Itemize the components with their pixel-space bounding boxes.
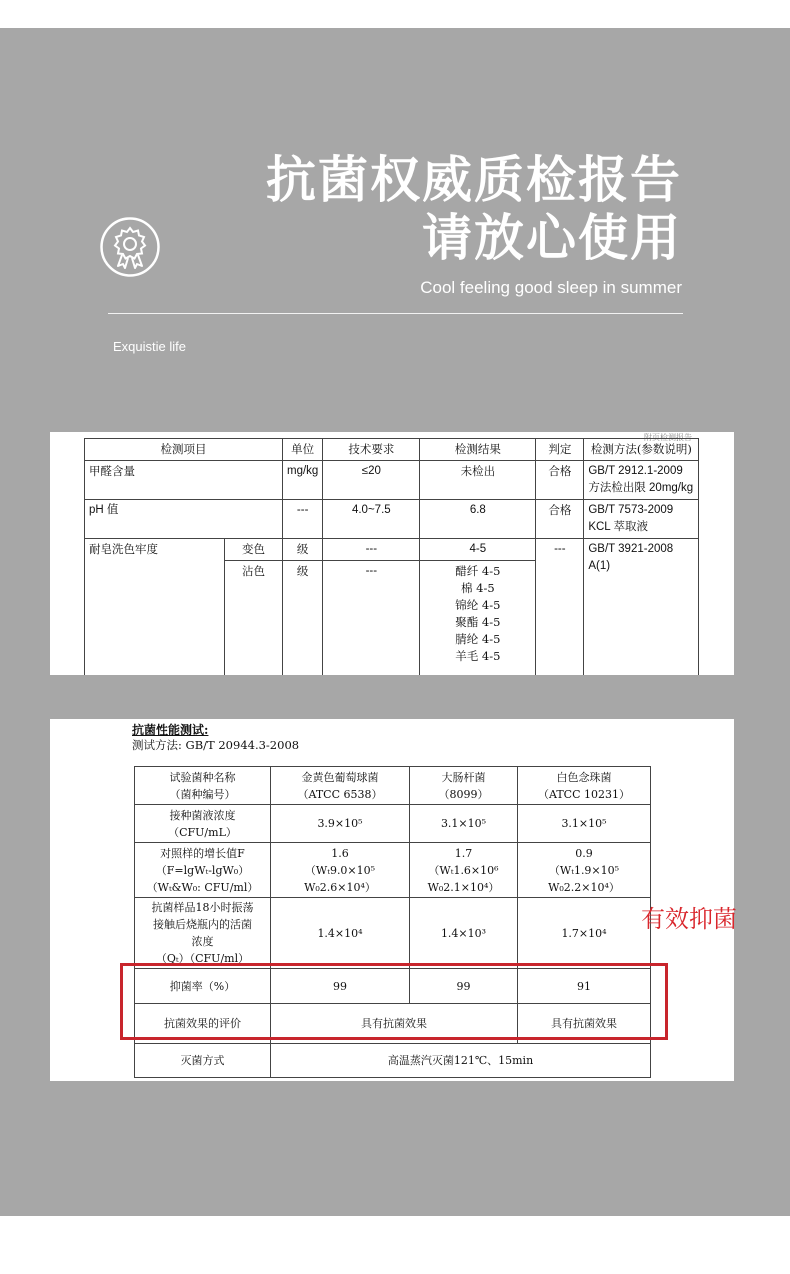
row-unit: 级 — [283, 561, 323, 676]
rate-cell: 99 — [271, 969, 410, 1004]
row-method — [584, 461, 699, 500]
table-row — [135, 767, 651, 805]
row-requirement: ≤20 — [323, 461, 420, 500]
strain-name: 大肠杆菌 — [441, 770, 486, 784]
row-verdict: --- — [536, 539, 584, 676]
test-report-sheet-1 — [50, 432, 734, 675]
highlight-label: 有效抑菌 — [641, 905, 737, 933]
header-method: 检测方法(参数说明) — [584, 439, 699, 461]
label-line: 接触后烧瓶内的活菌 — [153, 918, 252, 931]
antibacterial-heading: 抗菌性能测试: — [132, 723, 209, 737]
table-header-row — [85, 439, 699, 461]
strain-cell — [518, 767, 651, 805]
header-item: 检测项目 — [85, 439, 283, 461]
report-stamp: 附页检测报告 — [644, 433, 692, 442]
value-cell: 1.7×10⁴ — [518, 898, 651, 969]
value-line: （Wₜ9.0×10⁵ — [304, 863, 376, 877]
award-ribbon-icon — [99, 216, 161, 278]
test-method: 测试方法: GB/T 20944.3-2008 — [132, 738, 300, 752]
row-requirement: --- — [323, 539, 420, 561]
evaluation-cell: 具有抗菌效果 — [271, 1004, 518, 1044]
method-line: GB/T 3921-2008 — [588, 543, 674, 555]
value-cell: 3.9×10⁵ — [271, 805, 410, 843]
table-row — [135, 805, 651, 843]
rate-cell: 91 — [518, 969, 651, 1004]
header-verdict: 判定 — [536, 439, 584, 461]
row-label: 灭菌方式 — [135, 1044, 271, 1078]
row-result: 4-5 — [420, 539, 536, 561]
row-result — [420, 561, 536, 676]
row-verdict: 合格 — [536, 461, 584, 500]
method-line: GB/T 7573-2009 — [588, 504, 674, 516]
label-line: （F=lgWₜ-lgW₀） — [155, 863, 250, 877]
method-note: KCL 萃取液 — [588, 521, 648, 533]
value-cell — [410, 843, 518, 898]
header-requirement: 技术要求 — [323, 439, 420, 461]
row-label: 抑菌率（%） — [135, 969, 271, 1004]
strain-code: （8099） — [438, 787, 489, 801]
row-method — [584, 539, 699, 676]
label-line: （Qₜ）（CFU/ml） — [155, 952, 250, 965]
page-title-line2: 请放心使用 — [422, 209, 682, 267]
stain-result: 羊毛 4-5 — [455, 649, 501, 663]
row-label — [135, 843, 271, 898]
value-line: 1.7 — [454, 846, 473, 860]
row-item: 甲醛含量 — [85, 461, 283, 500]
row-subitem: 沾色 — [225, 561, 283, 676]
value-line: 0.9 — [575, 846, 593, 860]
value-line: W₀2.2×10⁴） — [548, 880, 620, 894]
row-unit: --- — [283, 500, 323, 539]
row-label: 抗菌效果的评价 — [135, 1004, 271, 1044]
row-unit: 级 — [283, 539, 323, 561]
value-cell — [271, 843, 410, 898]
table-row — [85, 500, 699, 539]
strain-code: （ATCC 6538） — [297, 787, 383, 801]
evaluation-cell: 具有抗菌效果 — [518, 1004, 651, 1044]
sterilization-cell: 高温蒸汽灭菌121℃、15min — [271, 1044, 651, 1078]
value-cell: 1.4×10⁴ — [271, 898, 410, 969]
method-note: A(1) — [588, 560, 611, 572]
row-label — [135, 805, 271, 843]
row-method — [584, 500, 699, 539]
value-cell: 3.1×10⁵ — [518, 805, 651, 843]
value-line: （Wₜ1.6×10⁶ — [428, 863, 499, 877]
row-item: 耐皂洗色牢度 — [85, 539, 225, 676]
table-row — [85, 539, 699, 561]
value-cell: 1.4×10³ — [410, 898, 518, 969]
row-subitem: 变色 — [225, 539, 283, 561]
value-line: W₀2.6×10⁴） — [304, 880, 376, 894]
label-line: （CFU/mL） — [168, 825, 237, 839]
header-unit: 单位 — [283, 439, 323, 461]
table-row — [135, 843, 651, 898]
label-line: 对照样的增长值F — [160, 846, 245, 860]
stain-result: 醋纤 4-5 — [455, 564, 501, 578]
row-unit: mg/kg — [283, 461, 323, 500]
table-row — [85, 461, 699, 500]
value-cell — [518, 843, 651, 898]
value-line: （Wₜ1.9×10⁵ — [548, 863, 620, 877]
label-line: 试验菌种名称 — [169, 770, 236, 784]
label-line: （Wₜ&W₀: CFU/ml） — [146, 880, 259, 894]
value-line: W₀2.1×10⁴） — [427, 880, 500, 894]
row-item: pH 值 — [85, 500, 283, 539]
stain-result: 聚酯 4-5 — [455, 615, 501, 629]
page-title: 抗菌权威质检报告 — [266, 151, 682, 209]
physical-test-table — [84, 438, 699, 675]
method-note: 方法检出限 20mg/kg — [588, 482, 694, 494]
value-line: 1.6 — [331, 846, 349, 860]
label-line: 浓度 — [191, 935, 214, 948]
divider — [108, 313, 683, 314]
table-row — [135, 898, 651, 969]
strain-name: 金黄色葡萄球菌 — [301, 770, 379, 784]
highlight-box — [120, 963, 668, 1040]
row-verdict: 合格 — [536, 500, 584, 539]
rate-cell: 99 — [410, 969, 518, 1004]
row-result: 未检出 — [420, 461, 536, 500]
stain-result: 锦纶 4-5 — [455, 598, 501, 612]
value-cell: 3.1×10⁵ — [410, 805, 518, 843]
label-line: （菌种编号） — [169, 787, 236, 801]
strain-name: 白色念珠菌 — [556, 770, 612, 784]
method-line: GB/T 2912.1-2009 — [588, 465, 683, 477]
row-label — [135, 767, 271, 805]
label-line: 接种菌液浓度 — [169, 808, 236, 822]
table-row — [135, 1044, 651, 1078]
row-result: 6.8 — [420, 500, 536, 539]
strain-code: （ATCC 10231） — [537, 787, 630, 801]
subtitle: Cool feeling good sleep in summer — [420, 278, 682, 297]
label-line: 抗菌样品18小时振荡 — [151, 901, 254, 914]
row-requirement: 4.0~7.5 — [323, 500, 420, 539]
row-requirement: --- — [323, 561, 420, 676]
tagline: Exquistie life — [113, 339, 186, 354]
stain-result: 棉 4-5 — [460, 581, 495, 595]
strain-cell — [271, 767, 410, 805]
row-label — [135, 898, 271, 969]
stain-result: 腈纶 4-5 — [455, 632, 501, 646]
header-result: 检测结果 — [420, 439, 536, 461]
strain-cell — [410, 767, 518, 805]
